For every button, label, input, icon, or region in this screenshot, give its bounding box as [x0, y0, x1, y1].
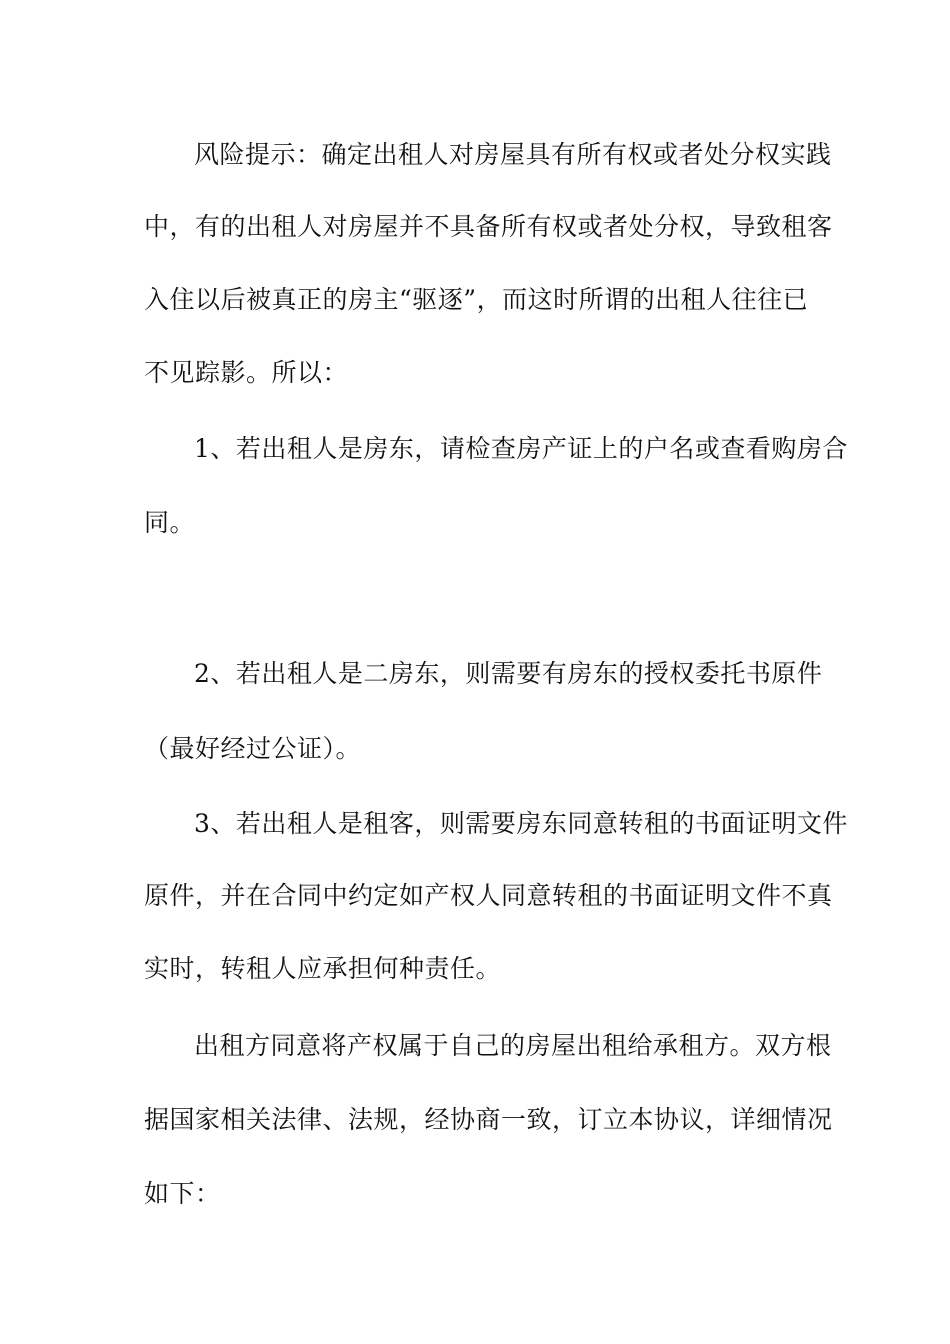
paragraph-agreement-line-1: 出租方同意将产权属于自己的房屋出租给承租方。双方根	[194, 1031, 832, 1060]
paragraph-item-3-line-2: 原件，并在合同中约定如产权人同意转租的书面证明文件不真	[144, 881, 833, 910]
paragraph-item-2-line-1: 2、若出租人是二房东，则需要有房东的授权委托书原件	[194, 659, 823, 688]
paragraph-risk-line-1: 风险提示：确定出租人对房屋具有所有权或者处分权实践	[194, 140, 832, 169]
paragraph-item-2-line-2: （最好经过公证）。	[144, 734, 362, 763]
paragraph-risk-line-2: 中，有的出租人对房屋并不具备所有权或者处分权，导致租客	[144, 212, 833, 241]
paragraph-item-3-line-1: 3、若出租人是租客，则需要房东同意转租的书面证明文件	[194, 809, 848, 838]
paragraph-agreement-line-2: 据国家相关法律、法规，经协商一致，订立本协议，详细情况	[144, 1105, 833, 1134]
paragraph-risk-line-3: 入住以后被真正的房主“驱逐”，而这时所谓的出租人往往已	[144, 285, 809, 314]
paragraph-item-1-line-1: 1、若出租人是房东，请检查房产证上的户名或查看购房合	[194, 434, 848, 463]
paragraph-item-3-line-3: 实时，转租人应承担何种责任。	[144, 954, 502, 983]
paragraph-agreement-line-3: 如下：	[144, 1179, 221, 1208]
paragraph-risk-line-4: 不见踪影。所以：	[144, 358, 349, 387]
paragraph-item-1-line-2: 同。	[144, 508, 196, 537]
